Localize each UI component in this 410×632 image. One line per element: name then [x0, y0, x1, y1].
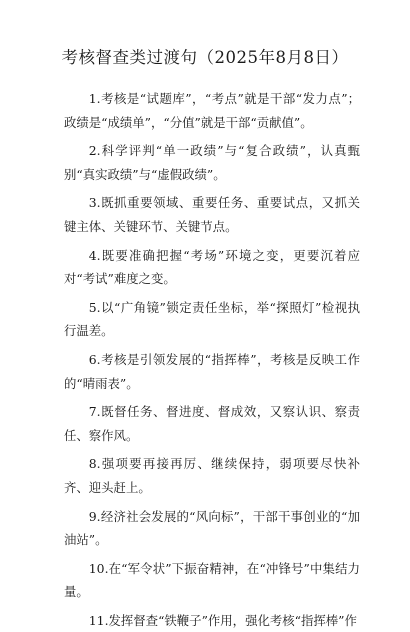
- list-item: 8.强项要再接再厉、继续保持，弱项要尽快补齐、迎头赶上。: [64, 456, 360, 495]
- list-item: 11.发挥督查“铁鞭子”作用，强化考核“指挥棒”作: [88, 612, 357, 628]
- list-item: 1.考核是“试题库”，“考点”就是干部“发力点”；政绩是“成绩单”，“分值”就是干部“贡献值”。: [64, 91, 360, 130]
- list-item: 10.在“军令状”下振奋精神，在“冲锋号”中集结力量。: [64, 560, 360, 600]
- list-item: 3.既抓重要领域、重要任务、重要试点，又抓关键主体、关键环节、关键节点。: [64, 195, 360, 234]
- list-item: 7.既督任务、督进度、督成效，又察认识、察责任、察作风。: [64, 404, 360, 443]
- list-item: 6.考核是引领发展的“指挥棒”，考核是反映工作的“晴雨表”。: [64, 351, 360, 391]
- list-item: 9.经济社会发展的“风向标”，干部干事创业的“加油站”。: [64, 508, 360, 548]
- document-title: 考核督查类过渡句（2025年8月8日）: [61, 48, 349, 67]
- list-item: 4.既要准确把握“考场”环境之变，更要沉着应对“考试”难度之变。: [64, 247, 360, 287]
- list-item: 5.以“广角镜”锁定责任坐标，举“探照灯”检视执行温差。: [64, 299, 360, 339]
- list-item: 2.科学评判“单一政绩”与“复合政绩”，认真甄别“真实政绩”与“虚假政绩”。: [64, 143, 360, 182]
